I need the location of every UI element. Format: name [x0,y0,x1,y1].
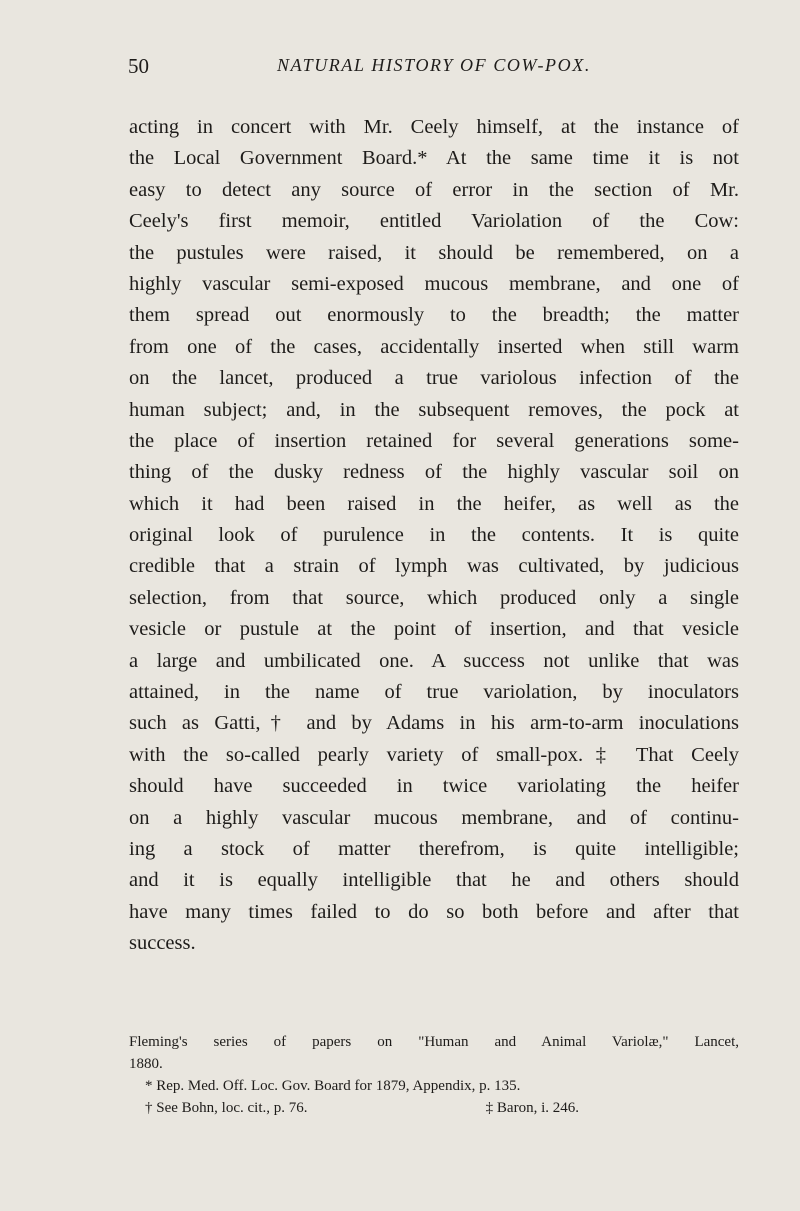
text-line: vesicle or pustule at the point of insertion, and that vesicle [129,618,739,641]
text-line: the Local Government Board.* At the same time it is not [129,147,739,170]
text-line: credible that a strain of lymph was cultivated, by judicious [129,555,739,578]
page-header [128,54,740,84]
footnote-line: 1880. [129,1056,163,1072]
text-line: attained, in the name of true variolation, by inoculators [129,681,739,704]
page-number: 50 [128,54,149,78]
running-title: NATURAL HISTORY OF COW-POX. [277,55,591,75]
footnote-dagger: † See Bohn, loc. cit., p. 76. [145,1100,308,1116]
text-line: a large and umbilicated one. A success not unlike that was [129,649,739,672]
text-line: the place of insertion retained for several generations some- [129,429,739,452]
footnote-double-dagger: ‡ Baron, i. 246. [485,1100,579,1116]
text-line: them spread out enormously to the breadth; the matter [129,304,739,327]
text-line: acting in concert with Mr. Ceely himself, at the instance of [129,116,739,138]
text-line: on the lancet, produced a true variolous infection of the [129,367,739,390]
text-line: such as Gatti,† and by Adams in his arm-to-arm inoculations [129,712,739,735]
text-line: which it had been raised in the heifer, as well as the [129,492,739,515]
text-line: and it is equally intelligible that he and others should [129,869,739,892]
text-line: with the so-called pearly variety of small-pox.‡ That Ceely [129,743,739,766]
footnotes [129,1031,739,1119]
text-line: Ceely's first memoir, entitled Variolation of the Cow: [129,210,739,233]
footnote-row [129,1097,579,1119]
text-line: success. [129,932,196,955]
text-line: should have succeeded in twice variolating the heifer [129,775,739,798]
text-line: selection, from that source, which produced only a single [129,586,739,609]
text-line: original look of purulence in the contents. It is quite [129,524,739,547]
text-line: easy to detect any source of error in the section of Mr. [129,178,739,201]
text-line: on a highly vascular mucous membrane, and of continu- [129,806,739,829]
text-line: highly vascular semi-exposed mucous membrane, and one of [129,272,739,295]
text-line: from one of the cases, accidentally inserted when still warm [129,335,739,358]
body-text [129,112,739,960]
footnote-line: Fleming's series of papers on "Human and Animal Variolæ," Lancet, [129,1034,739,1050]
text-line: thing of the dusky redness of the highly vascular soil on [129,461,739,484]
footnote-star: * Rep. Med. Off. Loc. Gov. Board for 1879, Appendix, p. 135. [145,1078,521,1094]
text-line: human subject; and, in the subsequent removes, the pock at [129,398,739,421]
text-line: have many times failed to do so both before and after that [129,900,739,923]
text-line: the pustules were raised, it should be remembered, on a [129,241,739,264]
text-line: ing a stock of matter therefrom, is quite intelligible; [129,837,739,860]
